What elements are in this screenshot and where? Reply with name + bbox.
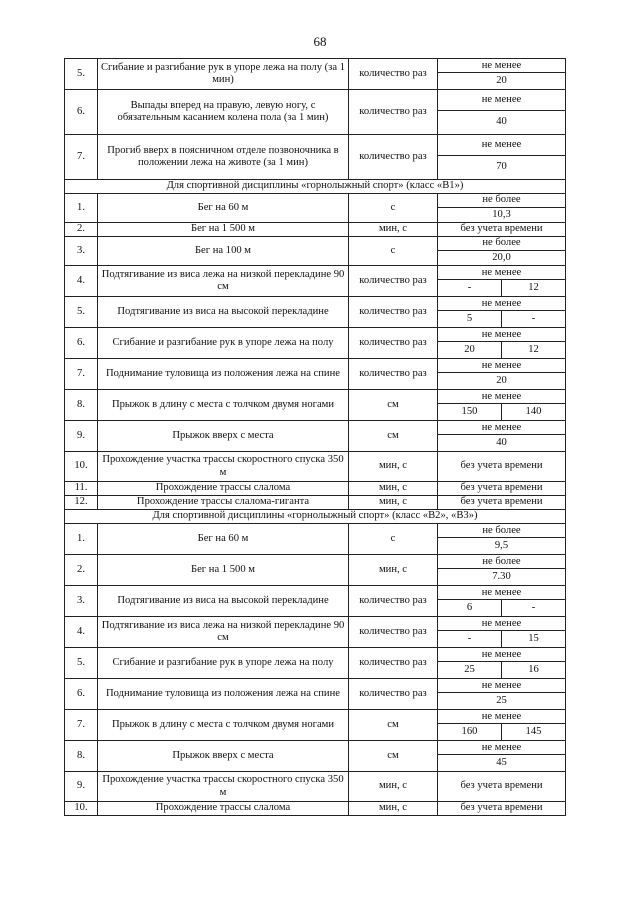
unit: количество раз xyxy=(349,59,438,90)
unit: мин, с xyxy=(349,482,438,496)
result-box xyxy=(438,524,565,554)
result-value: - xyxy=(501,600,565,616)
result-value: 70 xyxy=(496,161,507,173)
result-cell xyxy=(438,524,566,555)
result-cell xyxy=(438,266,566,297)
result-value: без учета времени xyxy=(460,482,543,494)
result-box xyxy=(438,648,565,678)
result-values xyxy=(438,538,565,554)
row-number: 9. xyxy=(65,772,98,802)
result-values xyxy=(438,73,565,89)
row-number: 1. xyxy=(65,524,98,555)
row-number: 2. xyxy=(65,223,98,237)
result-value: 10,3 xyxy=(492,208,511,220)
exercise-name: Прохождение трассы слалома xyxy=(98,482,349,496)
table-row xyxy=(65,586,566,617)
result-cell xyxy=(438,741,566,772)
exercise-name: Бег на 60 м xyxy=(98,524,349,555)
row-number: 12. xyxy=(65,496,98,510)
table-row xyxy=(65,359,566,390)
row-number: 9. xyxy=(65,421,98,452)
unit: мин, с xyxy=(349,223,438,237)
result-box xyxy=(438,586,565,616)
unit: см xyxy=(349,710,438,741)
row-number: 1. xyxy=(65,194,98,223)
result-note: не более xyxy=(438,555,565,569)
exercise-name: Прохождение трассы слалома-гиганта xyxy=(98,496,349,510)
row-number: 2. xyxy=(65,555,98,586)
unit: количество раз xyxy=(349,617,438,648)
result-note: не более xyxy=(438,194,565,208)
result-note: не менее xyxy=(438,297,565,311)
section-title: Для спортивной дисциплины «горнолыжный спорт» (класс «B1») xyxy=(65,180,566,194)
unit: с xyxy=(349,524,438,555)
result-note: не менее xyxy=(438,648,565,662)
result-value: - xyxy=(467,282,472,294)
unit: с xyxy=(349,237,438,266)
result-cell xyxy=(438,482,566,496)
result-values xyxy=(438,693,565,709)
row-number: 8. xyxy=(65,741,98,772)
result-values xyxy=(438,724,565,740)
result-note: не более xyxy=(438,237,565,251)
table-row xyxy=(65,297,566,328)
result-values xyxy=(438,631,565,647)
row-number: 5. xyxy=(65,59,98,90)
result-box xyxy=(438,59,565,89)
result-cell xyxy=(438,452,566,482)
result-value: 20 xyxy=(464,344,475,356)
table-row xyxy=(65,452,566,482)
result-cell xyxy=(438,194,566,223)
section-row xyxy=(65,180,566,194)
unit: мин, с xyxy=(349,802,438,816)
result-value: 25 xyxy=(464,664,475,676)
result-note: не более xyxy=(438,524,565,538)
unit: количество раз xyxy=(349,90,438,135)
table-row xyxy=(65,266,566,297)
table-row xyxy=(65,772,566,802)
table-row xyxy=(65,59,566,90)
exercise-name: Сгибание и разгибание рук в упоре лежа на полу (за 1 мин) xyxy=(98,59,349,90)
result-cell xyxy=(438,555,566,586)
result-cell xyxy=(438,617,566,648)
exercise-name: Подтягивание из виса на высокой перекладине xyxy=(98,297,349,328)
result-box xyxy=(438,135,565,179)
result-value: 45 xyxy=(496,757,507,769)
result-values xyxy=(438,111,565,134)
result-note: не менее xyxy=(438,90,565,111)
row-number: 3. xyxy=(65,586,98,617)
result-value: 145 xyxy=(501,724,565,740)
table-body xyxy=(65,59,566,816)
result-cell xyxy=(438,59,566,90)
result-cell xyxy=(438,496,566,510)
result-value: 40 xyxy=(496,437,507,449)
result-note: не менее xyxy=(438,59,565,73)
exercise-name: Подтягивание из виса лежа на низкой перекладине 90 см xyxy=(98,266,349,297)
table-row xyxy=(65,90,566,135)
result-value: 9,5 xyxy=(494,540,509,552)
row-number: 5. xyxy=(65,648,98,679)
unit: количество раз xyxy=(349,266,438,297)
page-number: 68 xyxy=(313,34,327,49)
result-value: 5 xyxy=(466,313,473,325)
exercise-name: Бег на 1 500 м xyxy=(98,223,349,237)
result-box xyxy=(438,555,565,585)
table-row xyxy=(65,328,566,359)
unit: количество раз xyxy=(349,586,438,617)
result-value: 20,0 xyxy=(492,251,511,263)
section-title: Для спортивной дисциплины «горнолыжный спорт» (класс «B2», «B3») xyxy=(65,510,566,524)
table-row xyxy=(65,648,566,679)
table-row xyxy=(65,421,566,452)
unit: мин, с xyxy=(349,452,438,482)
row-number: 4. xyxy=(65,266,98,297)
result-cell xyxy=(438,223,566,237)
result-note: не менее xyxy=(438,359,565,373)
result-note: не менее xyxy=(438,617,565,631)
result-values xyxy=(438,435,565,451)
row-number: 10. xyxy=(65,802,98,816)
unit: мин, с xyxy=(349,772,438,802)
exercise-name: Бег на 1 500 м xyxy=(98,555,349,586)
exercise-name: Бег на 100 м xyxy=(98,237,349,266)
row-number: 3. xyxy=(65,237,98,266)
unit: количество раз xyxy=(349,135,438,180)
result-cell xyxy=(438,772,566,802)
result-value: без учета времени xyxy=(460,223,543,235)
table-row xyxy=(65,802,566,816)
result-note: не менее xyxy=(438,390,565,404)
unit: см xyxy=(349,390,438,421)
result-box xyxy=(438,710,565,740)
unit: количество раз xyxy=(349,328,438,359)
result-note: не менее xyxy=(438,586,565,600)
row-number: 7. xyxy=(65,135,98,180)
result-value: 20 xyxy=(496,375,507,387)
result-note: не менее xyxy=(438,421,565,435)
result-cell xyxy=(438,237,566,266)
table-row xyxy=(65,741,566,772)
result-value: без учета времени xyxy=(460,460,543,472)
exercise-name: Подтягивание из виса на высокой перекладине xyxy=(98,586,349,617)
result-values xyxy=(438,600,565,616)
result-box xyxy=(438,237,565,265)
result-cell xyxy=(438,421,566,452)
table-row xyxy=(65,135,566,180)
exercise-name: Прыжок вверх с места xyxy=(98,421,349,452)
exercise-name: Сгибание и разгибание рук в упоре лежа на полу xyxy=(98,328,349,359)
result-value: - xyxy=(501,311,565,327)
exercise-name: Подтягивание из виса лежа на низкой перекладине 90 см xyxy=(98,617,349,648)
result-box xyxy=(438,390,565,420)
result-box xyxy=(438,741,565,771)
result-cell xyxy=(438,90,566,135)
result-value: 25 xyxy=(496,695,507,707)
section-row xyxy=(65,510,566,524)
exercise-name: Прогиб вверх в поясничном отделе позвоночника в положении лежа на животе (за 1 мин) xyxy=(98,135,349,180)
result-values xyxy=(438,373,565,389)
unit: количество раз xyxy=(349,648,438,679)
result-values xyxy=(438,342,565,358)
exercise-name: Поднимание туловища из положения лежа на спине xyxy=(98,679,349,710)
exercise-name: Выпады вперед на правую, левую ногу, с обязательным касанием колена пола (за 1 мин) xyxy=(98,90,349,135)
result-cell xyxy=(438,390,566,421)
row-number: 5. xyxy=(65,297,98,328)
row-number: 7. xyxy=(65,710,98,741)
result-note: не менее xyxy=(438,135,565,156)
result-cell xyxy=(438,648,566,679)
result-value: 7.30 xyxy=(492,571,511,583)
result-note: не менее xyxy=(438,741,565,755)
result-note: не менее xyxy=(438,266,565,280)
exercise-name: Прыжок в длину с места с толчком двумя ногами xyxy=(98,390,349,421)
result-cell xyxy=(438,297,566,328)
result-note: не менее xyxy=(438,328,565,342)
result-value: без учета времени xyxy=(460,496,543,508)
table-row xyxy=(65,390,566,421)
exercise-name: Прыжок вверх с места xyxy=(98,741,349,772)
result-cell xyxy=(438,359,566,390)
result-box xyxy=(438,328,565,358)
result-value: без учета времени xyxy=(460,802,543,814)
result-cell xyxy=(438,679,566,710)
row-number: 11. xyxy=(65,482,98,496)
unit: мин, с xyxy=(349,496,438,510)
result-values xyxy=(438,404,565,420)
result-box xyxy=(438,359,565,389)
result-cell xyxy=(438,710,566,741)
result-value: 6 xyxy=(466,602,473,614)
result-box xyxy=(438,266,565,296)
table-row xyxy=(65,524,566,555)
table-row xyxy=(65,482,566,496)
unit: см xyxy=(349,741,438,772)
row-number: 10. xyxy=(65,452,98,482)
result-value: - xyxy=(467,633,472,645)
table-row xyxy=(65,617,566,648)
result-note: не менее xyxy=(438,679,565,693)
result-box xyxy=(438,90,565,134)
table-row xyxy=(65,710,566,741)
result-values xyxy=(438,755,565,771)
row-number: 6. xyxy=(65,90,98,135)
unit: мин, с xyxy=(349,555,438,586)
result-note: не менее xyxy=(438,710,565,724)
result-cell xyxy=(438,586,566,617)
result-box xyxy=(438,421,565,451)
result-value: 40 xyxy=(496,116,507,128)
table-row xyxy=(65,496,566,510)
row-number: 8. xyxy=(65,390,98,421)
row-number: 4. xyxy=(65,617,98,648)
unit: количество раз xyxy=(349,679,438,710)
result-value: 15 xyxy=(501,631,565,647)
exercise-name: Прыжок в длину с места с толчком двумя ногами xyxy=(98,710,349,741)
result-values xyxy=(438,280,565,296)
result-box xyxy=(438,679,565,709)
result-box xyxy=(438,297,565,327)
result-values xyxy=(438,662,565,678)
result-value: 12 xyxy=(501,280,565,296)
result-value: 20 xyxy=(496,75,507,87)
exercise-name: Бег на 60 м xyxy=(98,194,349,223)
exercise-name: Прохождение участка трассы скоростного спуска 350 м xyxy=(98,452,349,482)
row-number: 7. xyxy=(65,359,98,390)
unit: количество раз xyxy=(349,297,438,328)
result-values xyxy=(438,156,565,179)
table-row xyxy=(65,223,566,237)
exercise-name: Сгибание и разгибание рук в упоре лежа на полу xyxy=(98,648,349,679)
table-row xyxy=(65,194,566,223)
unit: с xyxy=(349,194,438,223)
unit: количество раз xyxy=(349,359,438,390)
result-values xyxy=(438,311,565,327)
result-box xyxy=(438,617,565,647)
exercise-name: Поднимание туловища из положения лежа на спине xyxy=(98,359,349,390)
unit: см xyxy=(349,421,438,452)
result-cell xyxy=(438,802,566,816)
result-values xyxy=(438,208,565,222)
result-box xyxy=(438,194,565,222)
standards-table xyxy=(64,58,566,816)
exercise-name: Прохождение трассы слалома xyxy=(98,802,349,816)
result-values xyxy=(438,251,565,265)
table-row xyxy=(65,237,566,266)
result-cell xyxy=(438,135,566,180)
result-cell xyxy=(438,328,566,359)
table-row xyxy=(65,679,566,710)
table-row xyxy=(65,555,566,586)
result-value: 12 xyxy=(501,342,565,358)
result-value: 16 xyxy=(501,662,565,678)
row-number: 6. xyxy=(65,328,98,359)
result-value: без учета времени xyxy=(460,780,543,792)
result-value: 150 xyxy=(461,406,478,418)
result-value: 160 xyxy=(461,726,478,738)
result-value: 140 xyxy=(501,404,565,420)
row-number: 6. xyxy=(65,679,98,710)
result-values xyxy=(438,569,565,585)
exercise-name: Прохождение участка трассы скоростного спуска 350 м xyxy=(98,772,349,802)
